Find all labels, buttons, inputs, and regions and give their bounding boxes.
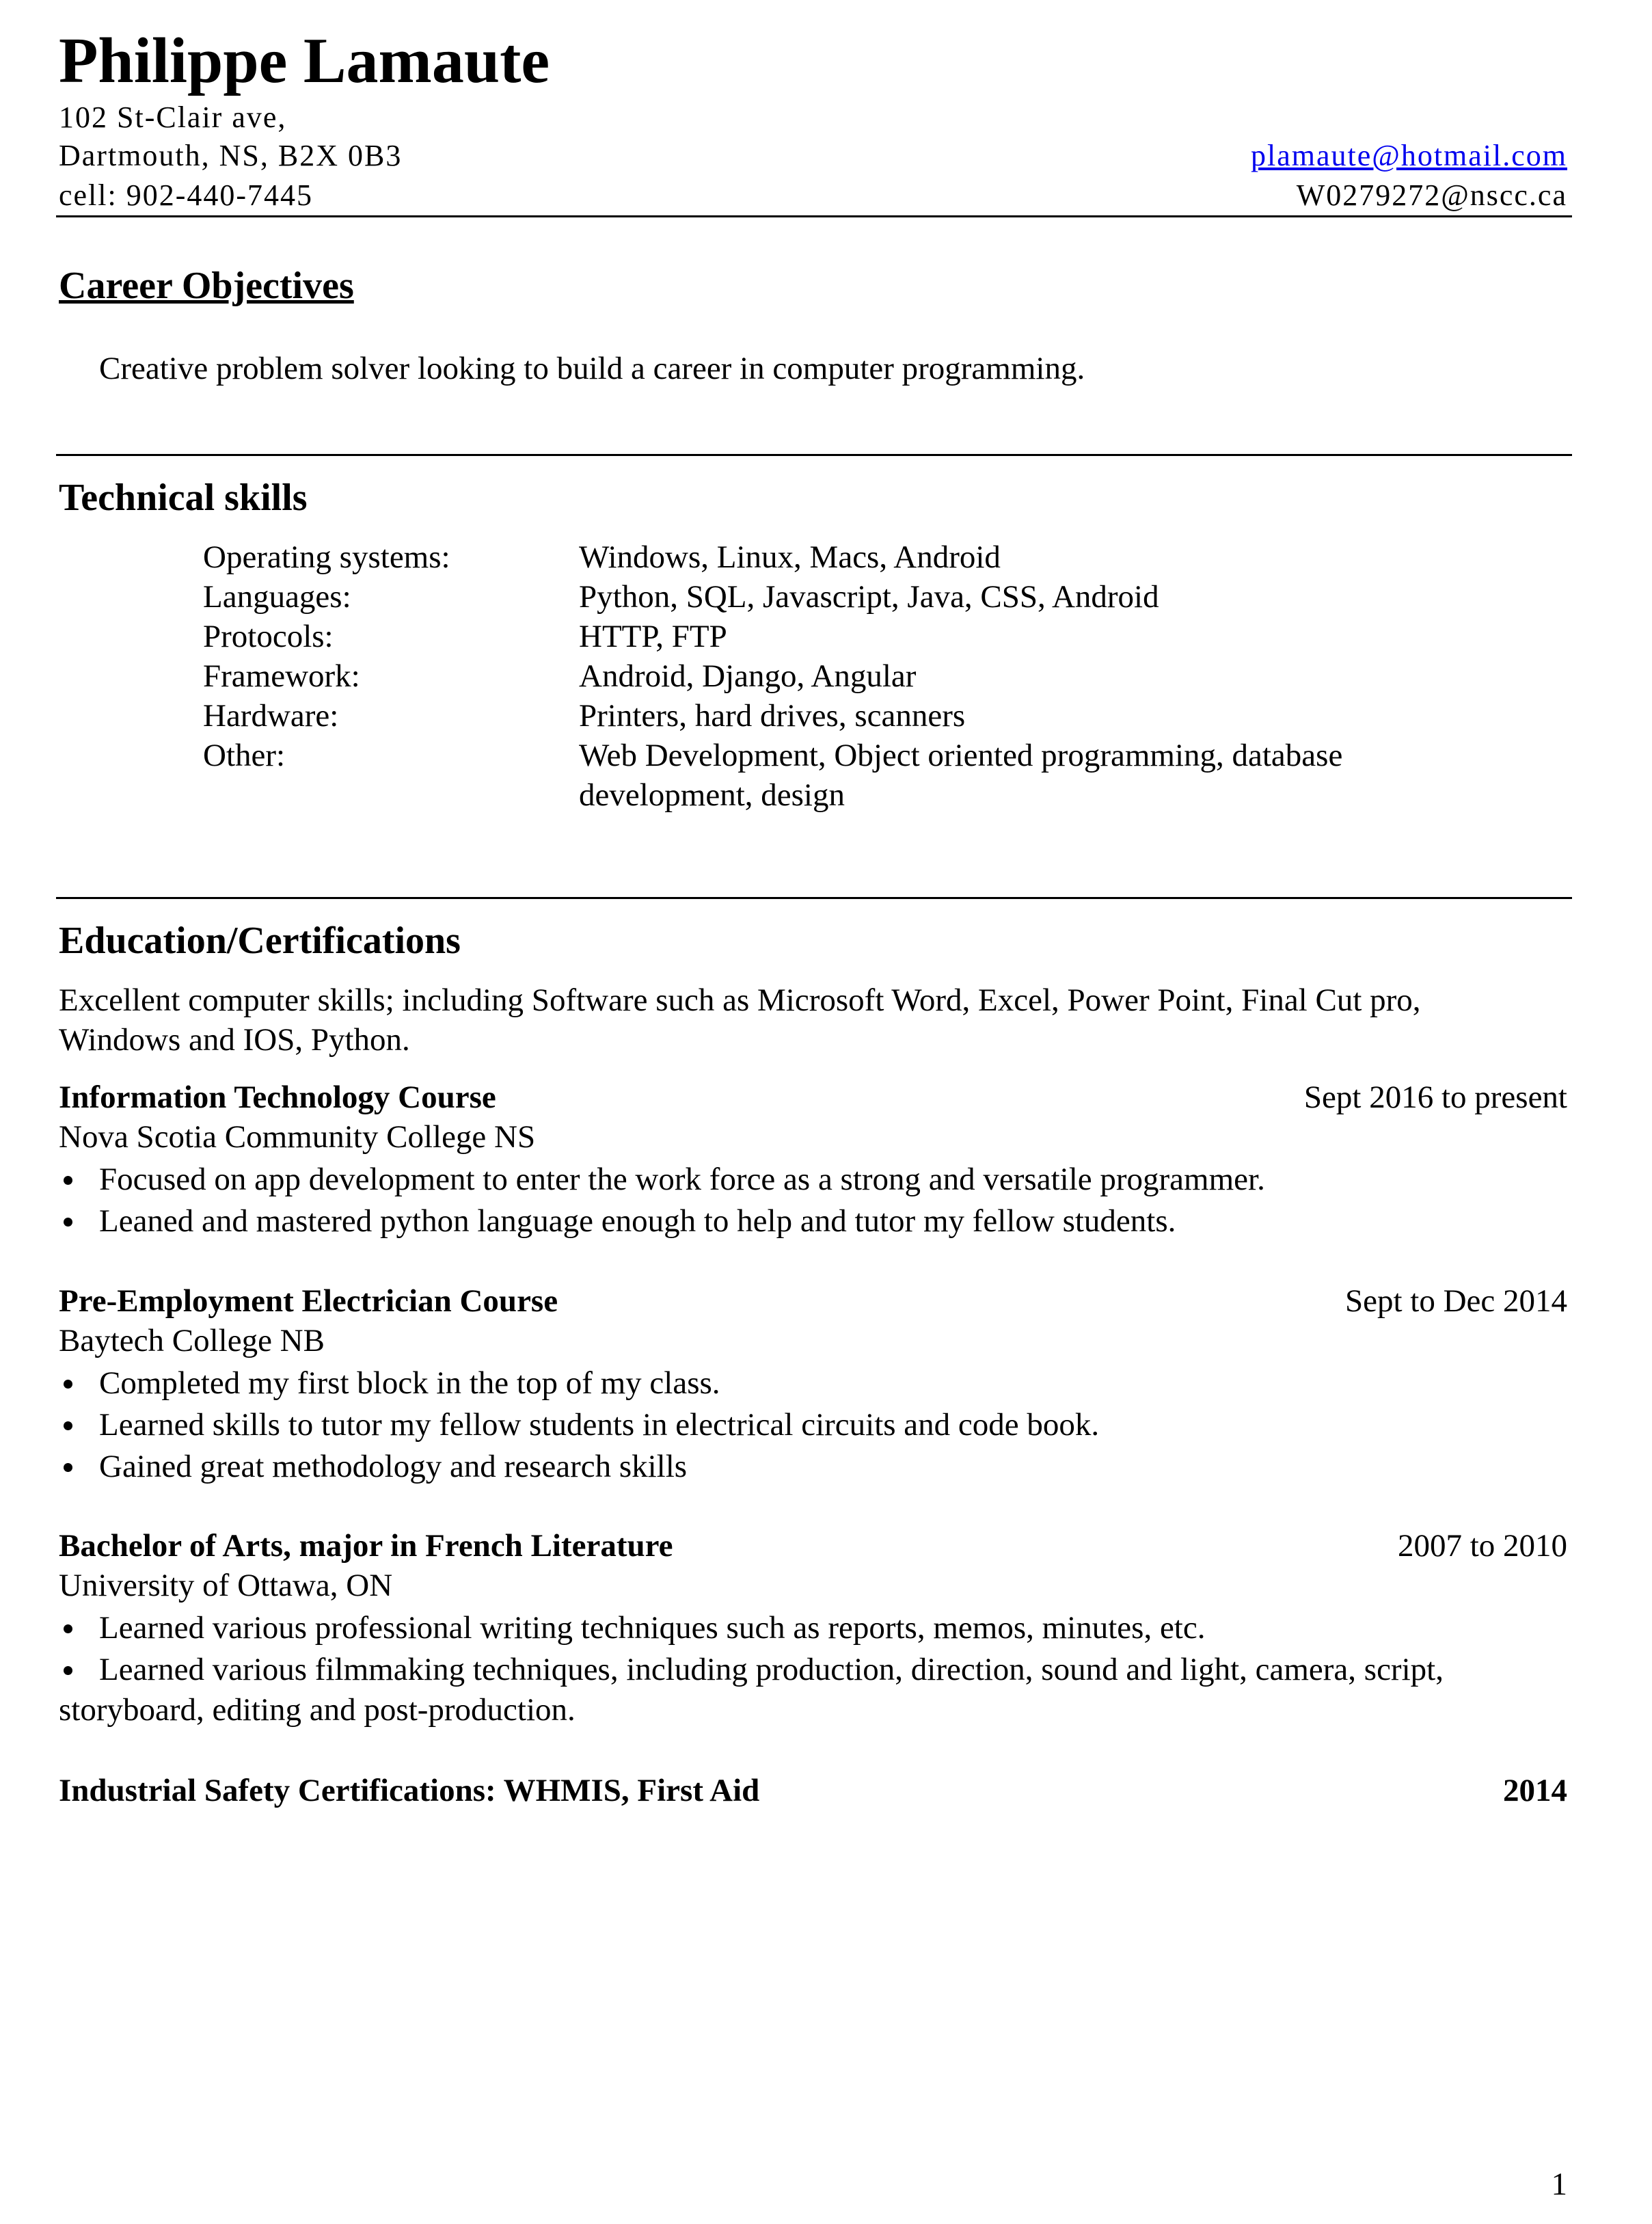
- skill-value: HTTP, FTP: [579, 619, 727, 654]
- entry-bullet: Focused on app development to enter the work force as a strong and versatile programmer.: [99, 1162, 1265, 1197]
- bullet-icon: [64, 1176, 72, 1185]
- skill-label: Languages:: [203, 579, 351, 615]
- skill-value: Printers, hard drives, scanners: [579, 698, 966, 734]
- skill-label: Other:: [203, 738, 286, 773]
- page-number: 1: [1551, 2167, 1567, 2202]
- entry-date: Sept 2016 to present: [1303, 1080, 1567, 1115]
- skill-value: Python, SQL, Javascript, Java, CSS, Android: [579, 579, 1159, 615]
- cell-phone: cell: 902-440-7445: [59, 178, 314, 212]
- school-email: W0279272@nscc.ca: [1296, 178, 1567, 212]
- entry-bullet: Completed my first block in the top of my class.: [99, 1365, 720, 1401]
- entry-school: University of Ottawa, ON: [59, 1568, 393, 1603]
- education-heading: Education/Certifications: [59, 920, 461, 962]
- entry-bullet: Leaned and mastered python language enough to help and tutor my fellow students.: [99, 1203, 1176, 1239]
- skill-value: Android, Django, Angular: [579, 658, 917, 694]
- entry-bullet: Gained great methodology and research skills: [99, 1449, 688, 1484]
- entry-title: Bachelor of Arts, major in French Literature: [59, 1528, 673, 1564]
- skill-value: Web Development, Object oriented programming, database: [579, 738, 1343, 773]
- entry-title: Pre-Employment Electrician Course: [59, 1283, 558, 1319]
- technical-skills-heading: Technical skills: [59, 477, 308, 519]
- entry-bullet: Learned various professional writing techniques such as reports, memos, minutes, etc.: [99, 1610, 1206, 1646]
- address-line-2: Dartmouth, NS, B2X 0B3: [59, 139, 403, 172]
- entry-bullet: Learned various filmmaking techniques, including production, direction, sound and light, camera, script,: [99, 1652, 1444, 1687]
- skill-label: Hardware:: [203, 698, 339, 734]
- skill-value-continued: development, design: [579, 777, 845, 813]
- skill-value: Windows, Linux, Macs, Android: [579, 539, 1001, 575]
- certification-title: Industrial Safety Certifications: WHMIS, First Aid: [59, 1773, 760, 1808]
- career-objectives-heading: Career Objectives: [59, 265, 354, 307]
- certification-date: 2014: [1503, 1773, 1567, 1808]
- header-divider: [56, 215, 1572, 217]
- skill-label: Framework:: [203, 658, 360, 694]
- address-line-1: 102 St-Clair ave,: [59, 101, 287, 134]
- bullet-icon: [64, 1380, 72, 1389]
- entry-date: Sept to Dec 2014: [1344, 1283, 1567, 1319]
- bullet-icon: [64, 1421, 72, 1430]
- education-intro-continued: Windows and IOS, Python.: [59, 1022, 410, 1058]
- entry-school: Baytech College NB: [59, 1323, 325, 1358]
- education-intro: Excellent computer skills; including Software such as Microsoft Word, Excel, Power Point, Final Cut pro,: [59, 982, 1421, 1018]
- bullet-icon: [64, 1218, 72, 1227]
- entry-title: Information Technology Course: [59, 1080, 496, 1115]
- resume-name: Philippe Lamaute: [59, 25, 550, 96]
- skill-label: Protocols:: [203, 619, 334, 654]
- bullet-icon: [64, 1624, 72, 1633]
- entry-bullet-continued: storyboard, editing and post-production.: [59, 1692, 576, 1728]
- entry-date: 2007 to 2010: [1397, 1528, 1567, 1564]
- skills-divider: [56, 897, 1572, 899]
- bullet-icon: [64, 1666, 72, 1675]
- bullet-icon: [64, 1463, 72, 1472]
- career-divider: [56, 454, 1572, 456]
- entry-school: Nova Scotia Community College NS: [59, 1119, 536, 1155]
- career-objective-text: Creative problem solver looking to build a career in computer programming.: [99, 351, 1085, 386]
- entry-bullet: Learned skills to tutor my fellow students in electrical circuits and code book.: [99, 1407, 1100, 1443]
- email-link[interactable]: plamaute@hotmail.com: [1251, 139, 1567, 172]
- skill-label: Operating systems:: [203, 539, 450, 575]
